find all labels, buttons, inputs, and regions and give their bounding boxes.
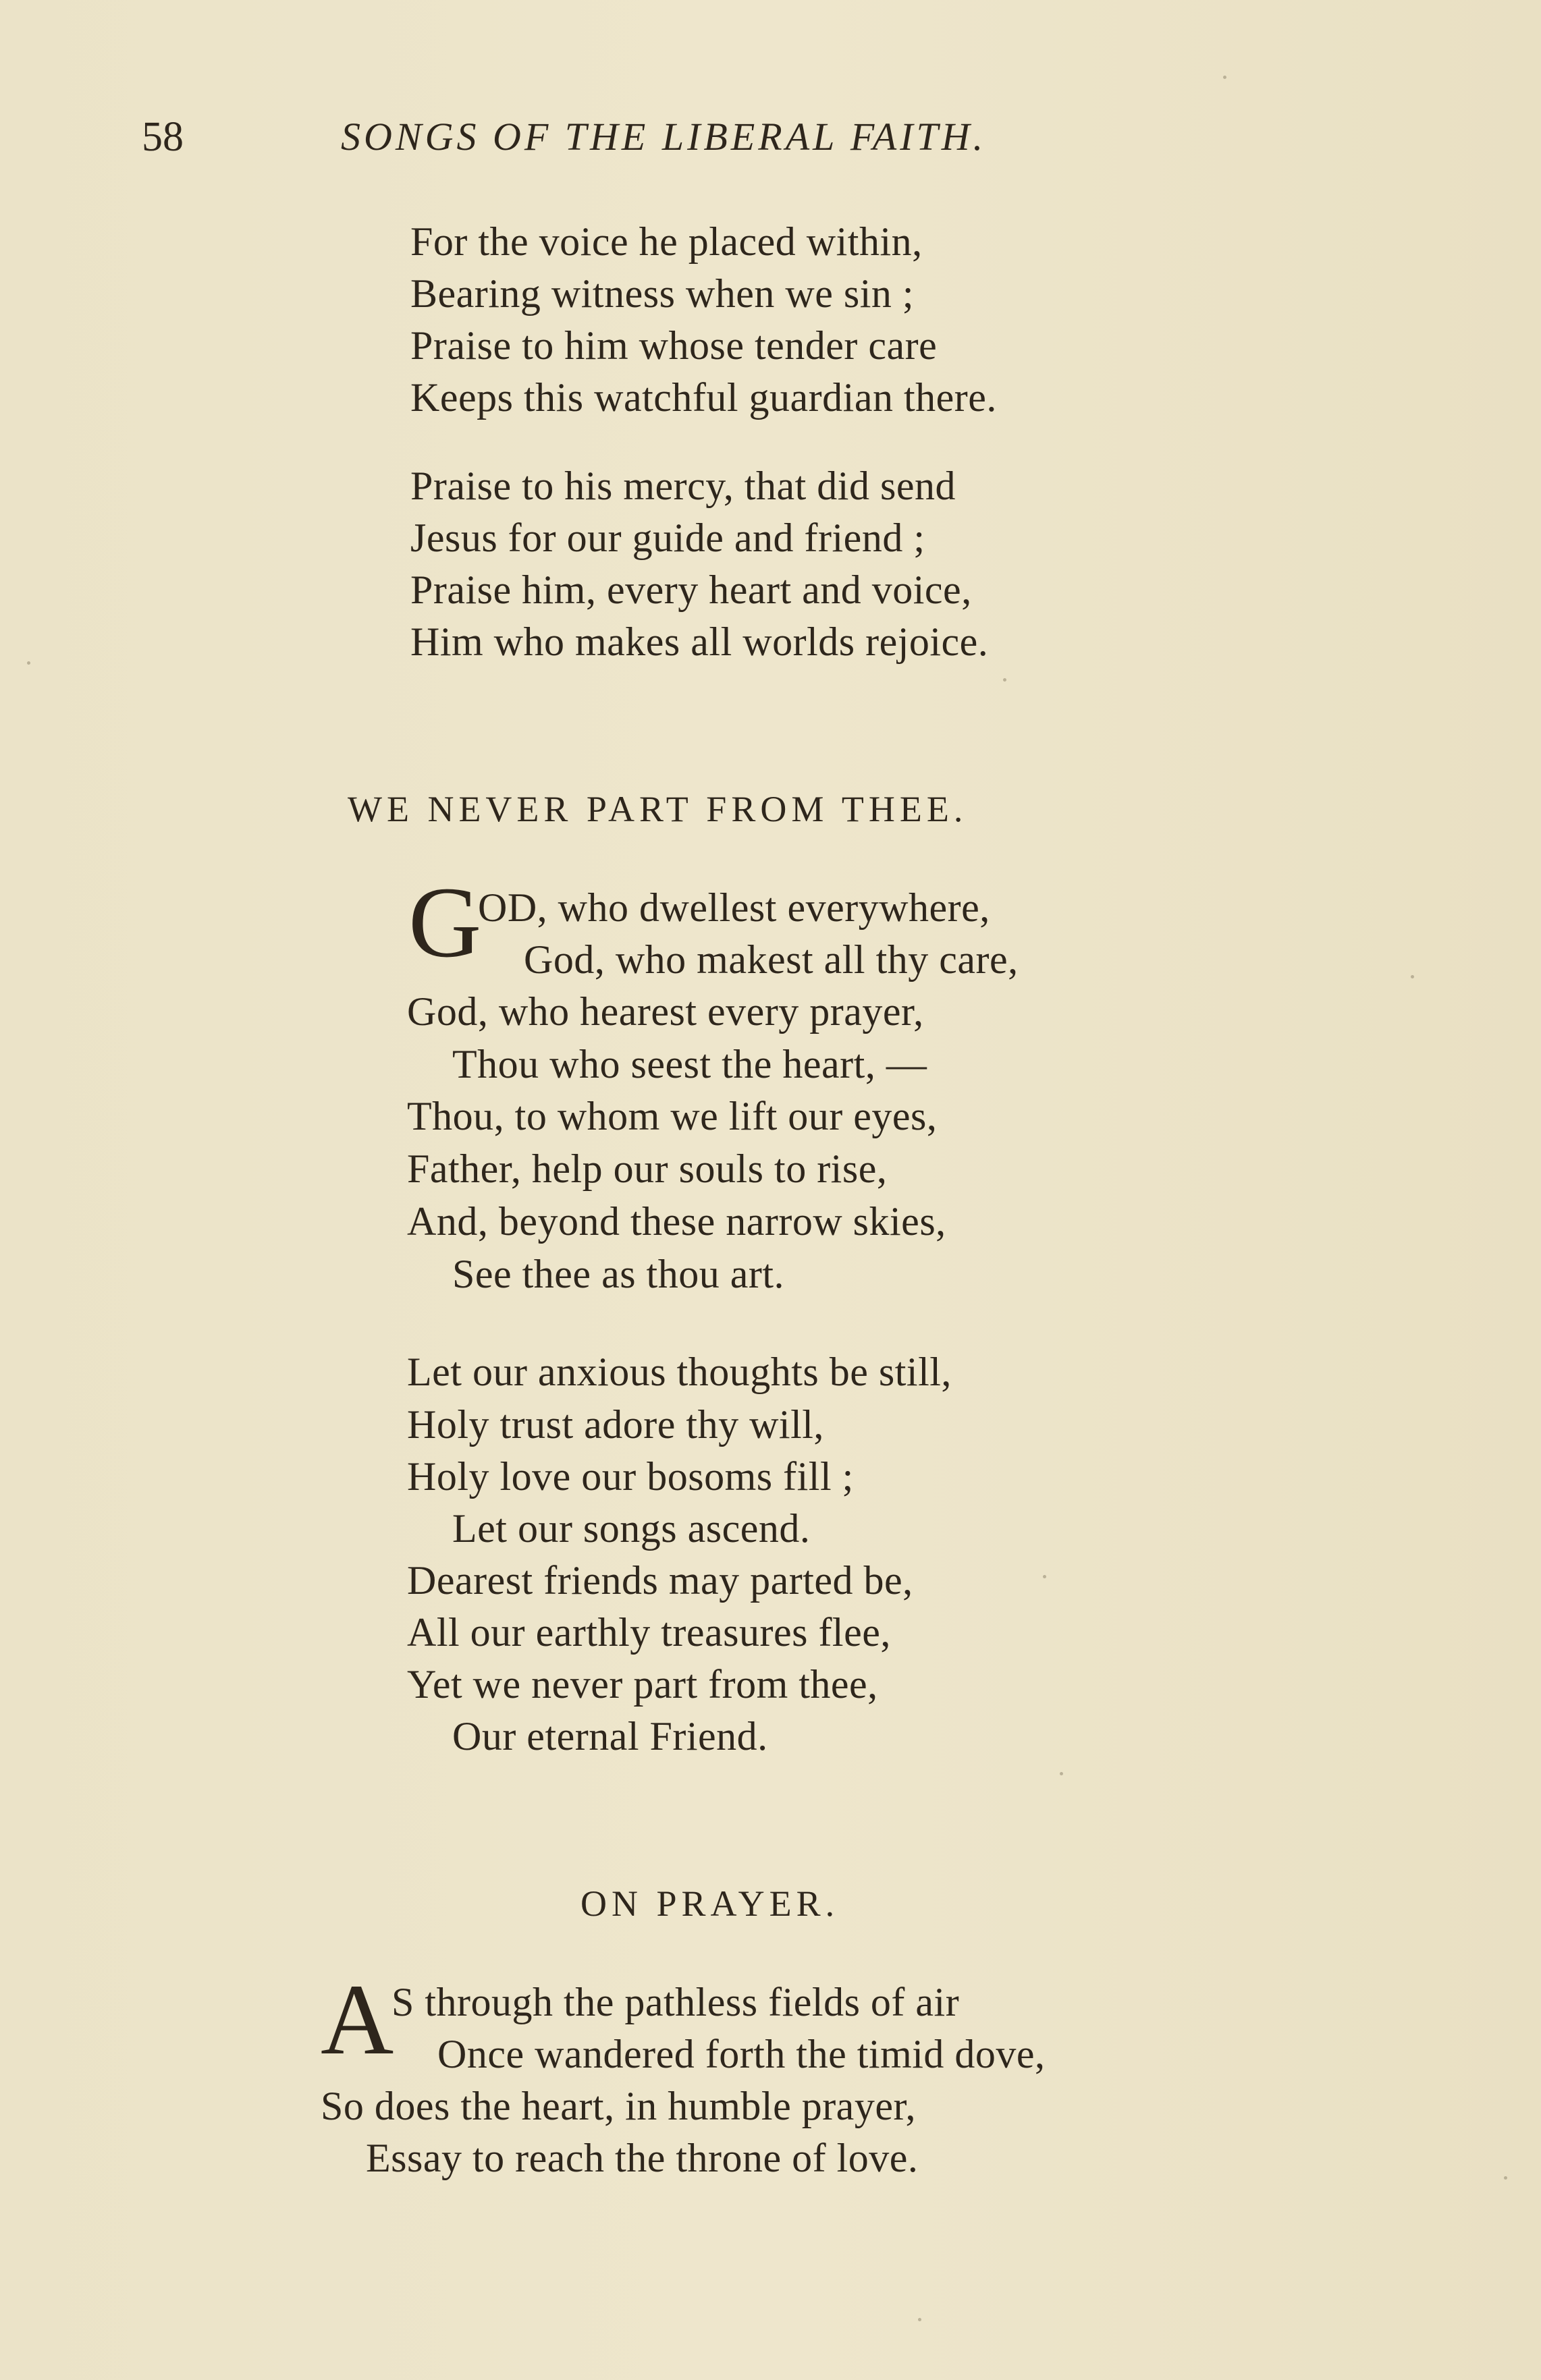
paper-speck [918,2318,921,2321]
verse-line: Praise to him whose tender care [410,323,938,368]
paper-speck [1003,678,1006,682]
verse-line: For the voice he placed within, [410,219,923,264]
running-title: SONGS OF THE LIBERAL FAITH. [341,115,987,159]
verse-line: Once wandered forth the timid dove, [437,2032,1046,2076]
verse-line: Bearing witness when we sin ; [410,271,915,316]
verse-line: Yet we never part from thee, [407,1662,878,1707]
verse-line: Our eternal Friend. [452,1714,768,1759]
verse-line: Keeps this watchful guardian there. [410,375,997,420]
verse-line: Essay to reach the throne of love. [366,2136,919,2180]
verse-line: Dearest friends may parted be, [407,1558,913,1603]
paper-speck [1223,76,1226,79]
paper-speck [1060,1772,1063,1775]
verse-line: Jesus for our guide and friend ; [410,516,925,560]
verse-line: See thee as thou art. [452,1252,784,1296]
verse-line: God, who makest all thy care, [524,937,1019,982]
verse-line: Holy trust adore thy will, [407,1402,824,1447]
verse-line: Let our songs ascend. [452,1506,811,1551]
verse-line: Thou, to whom we lift our eyes, [407,1094,938,1138]
verse-line: Holy love our bosoms fill ; [407,1454,854,1499]
verse-line: So does the heart, in humble prayer, [321,2084,917,2128]
poem-title: WE NEVER PART FROM THEE. [348,789,968,829]
verse-line: Praise him, every heart and voice, [410,568,972,612]
verse-line: And, beyond these narrow skies, [407,1199,946,1244]
verse-line: S through the pathless fields of air [391,1980,960,2024]
paper-speck [1043,1575,1046,1578]
poem-title: ON PRAYER. [580,1883,840,1924]
verse-line: OD, who dwellest everywhere, [478,885,990,930]
verse-line: Thou who seest the heart, — [452,1042,927,1086]
drop-cap: G [408,866,482,978]
drop-cap: A [321,1964,394,2076]
verse-line: Father, help our souls to rise, [407,1146,888,1191]
page-number: 58 [142,114,184,160]
verse-line: God, who hearest every prayer, [407,989,924,1034]
paper-speck [1411,975,1414,978]
verse-line: Praise to his mercy, that did send [410,464,956,508]
verse-line: Let our anxious thoughts be still, [407,1350,952,1394]
verse-line: Him who makes all worlds rejoice. [410,619,989,664]
verse-line: All our earthly treasures flee, [407,1610,891,1655]
paper-speck [1504,2176,1507,2180]
paper-speck [27,661,30,665]
